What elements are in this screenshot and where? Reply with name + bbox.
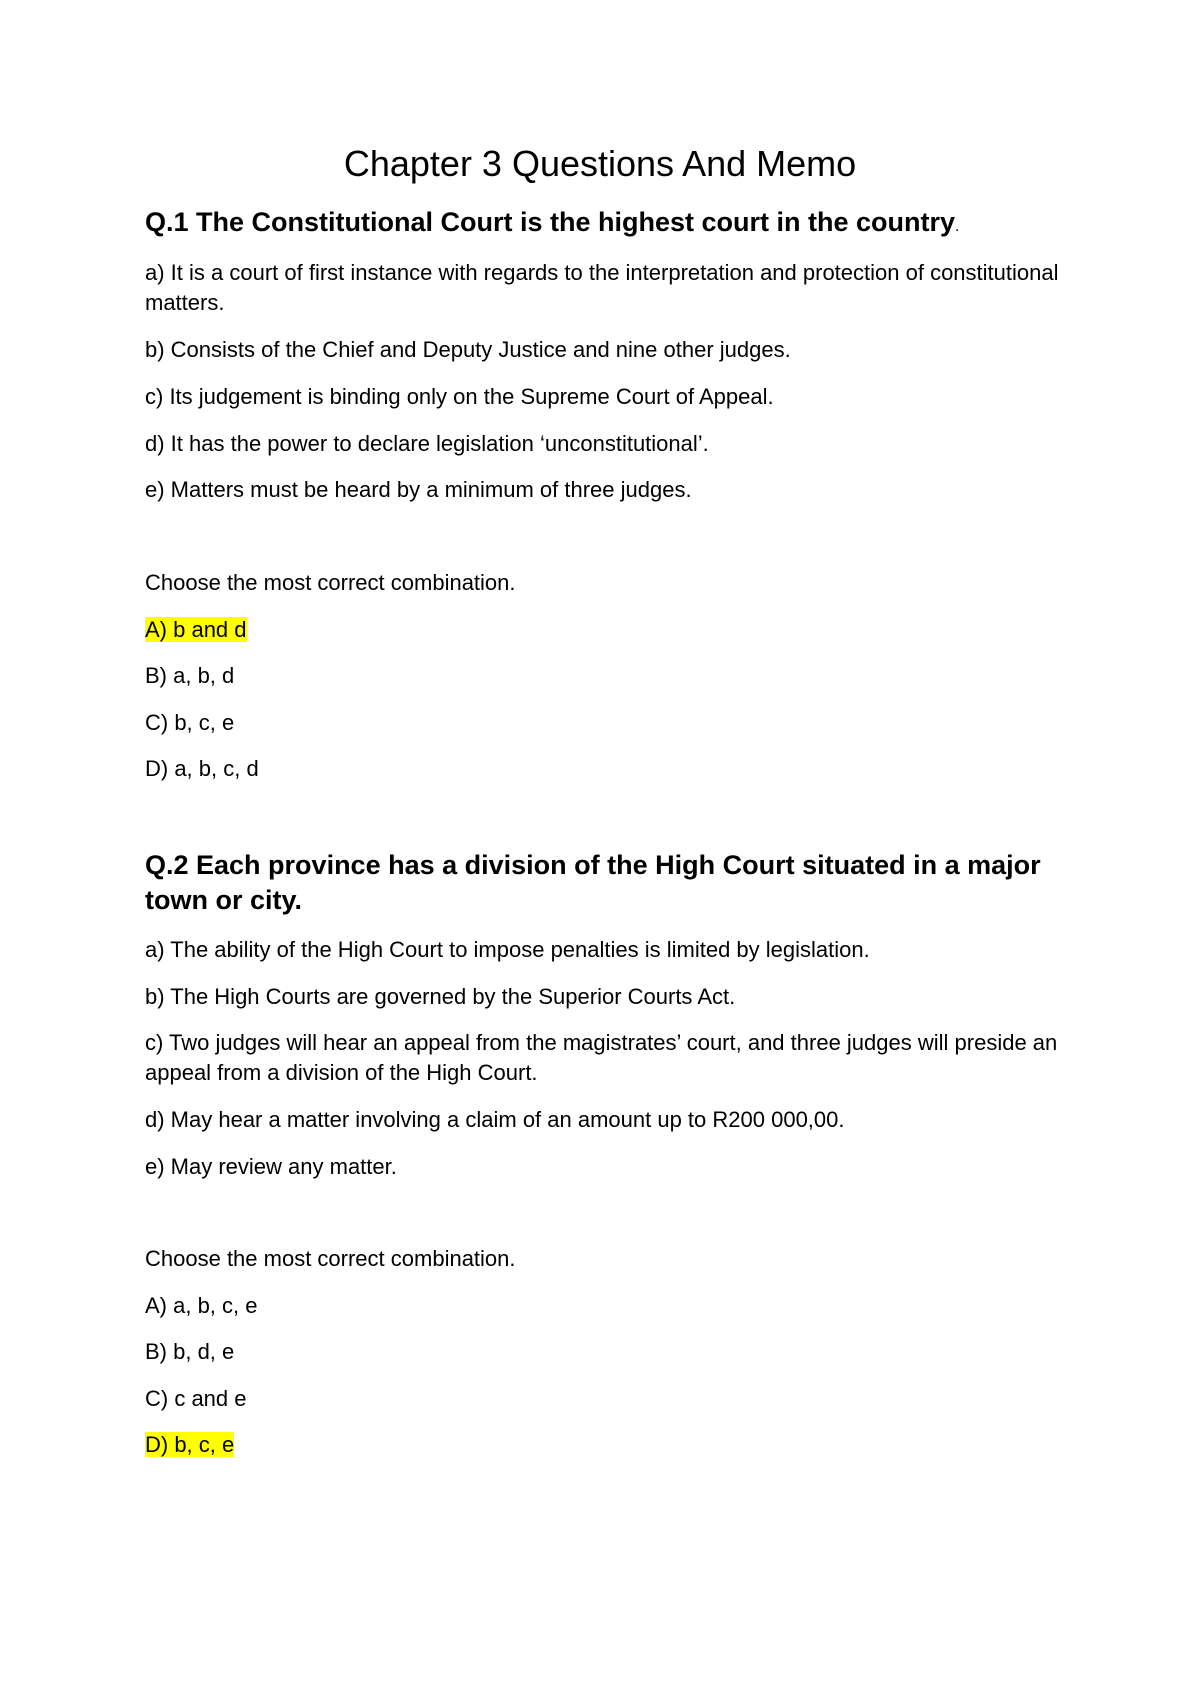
q1-option-a bbox=[145, 615, 1065, 645]
q2-option-d-text: D) b, c, e bbox=[145, 1432, 235, 1457]
q2-statement-a: a) The ability of the High Court to impose penalties is limited by legislation. bbox=[145, 937, 870, 962]
q1-statement-b: b) Consists of the Chief and Deputy Justice and nine other judges. bbox=[145, 337, 791, 362]
q2-prompt: Choose the most correct combination. bbox=[145, 1246, 516, 1271]
question-2-heading: Q.2 Each province has a division of the High Court situated in a major town or city. bbox=[145, 850, 1041, 915]
q2-statement-e: e) May review any matter. bbox=[145, 1154, 397, 1179]
q2-statement-c: c) Two judges will hear an appeal from the magistrates’ court, and three judges will preside an appeal from a division of the High Court. bbox=[145, 1030, 1058, 1085]
q2-option-c: C) c and e bbox=[145, 1386, 247, 1411]
q1-option-c: C) b, c, e bbox=[145, 710, 235, 735]
q2-option-d bbox=[145, 1430, 1065, 1460]
question-1-heading-text: Q.1 The Constitutional Court is the highest court in the country bbox=[145, 207, 956, 237]
q1-statement-a: a) It is a court of first instance with regards to the interpretation and protection of constitutional matters. bbox=[145, 260, 1059, 315]
q1-option-a-text: A) b and d bbox=[145, 617, 247, 642]
q1-option-b: B) a, b, d bbox=[145, 663, 235, 688]
q2-option-a: A) a, b, c, e bbox=[145, 1293, 258, 1318]
q2-option-b: B) b, d, e bbox=[145, 1339, 235, 1364]
q1-option-d: D) a, b, c, d bbox=[145, 756, 259, 781]
q1-statement-c: c) Its judgement is binding only on the Supreme Court of Appeal. bbox=[145, 384, 774, 409]
q1-statement-e: e) Matters must be heard by a minimum of three judges. bbox=[145, 477, 692, 502]
document-title: Chapter 3 Questions And Memo bbox=[343, 143, 857, 184]
q2-statement-d: d) May hear a matter involving a claim of an amount up to R200 000,00. bbox=[145, 1107, 845, 1132]
q1-statement-d: d) It has the power to declare legislation ‘unconstitutional’. bbox=[145, 431, 709, 456]
question-1-heading bbox=[145, 205, 1065, 244]
q1-prompt: Choose the most correct combination. bbox=[145, 570, 516, 595]
q2-statement-b: b) The High Courts are governed by the Superior Courts Act. bbox=[145, 984, 736, 1009]
question-1-heading-trailing: . bbox=[955, 218, 960, 235]
